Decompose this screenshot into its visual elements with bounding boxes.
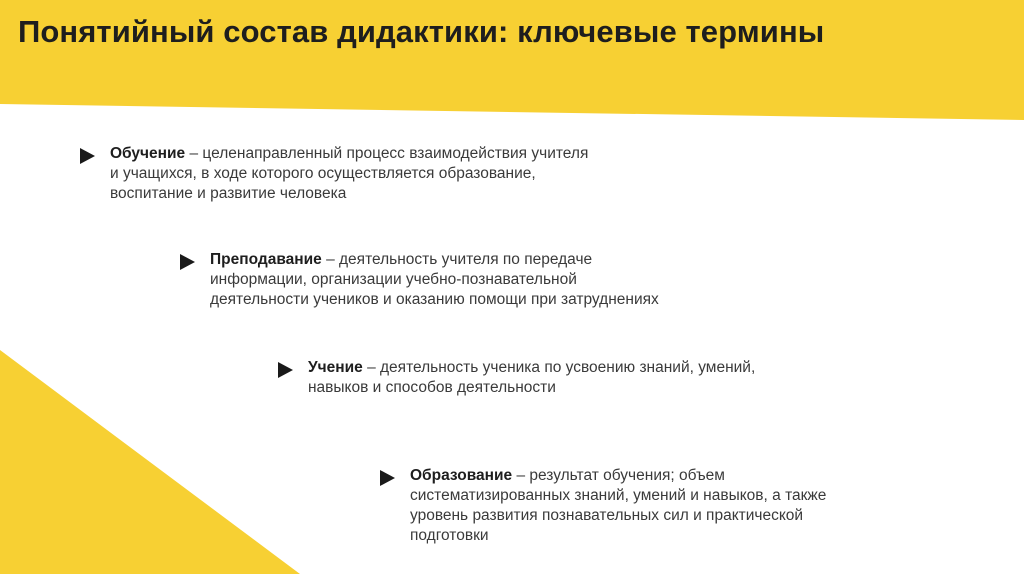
play-triangle-icon — [78, 147, 96, 165]
term-definition: – целенаправленный процесс взаимодействия учителя и учащихся, в ходе которого осуществляется образование, воспитание и развитие человека — [110, 145, 589, 202]
term-definition: – деятельность учителя по передаче информации, организации учебно-познавательной деятельности учеников и оказанию помощи при затруднениях — [210, 251, 659, 308]
term-name: Преподавание — [210, 251, 322, 268]
term-name: Учение — [308, 359, 363, 376]
play-triangle-icon — [378, 469, 396, 487]
play-triangle-icon — [178, 253, 196, 271]
term-prepodavanie — [178, 250, 698, 310]
term-obrazovanie — [378, 466, 898, 546]
term-uchenie — [276, 358, 836, 398]
term-text — [308, 358, 808, 398]
term-text — [410, 466, 880, 546]
slide-title: Понятийный состав дидактики: ключевые термины — [18, 14, 825, 49]
term-obuchenie — [78, 144, 598, 204]
term-text — [110, 144, 590, 204]
term-definition: – деятельность ученика по усвоению знаний, умений, навыков и способов деятельности — [308, 359, 756, 396]
play-triangle-icon — [276, 361, 294, 379]
term-definition: – результат обучения; объем систематизированных знаний, умений и навыков, а также уровень развития познавательных сил и практической подготовки — [410, 467, 827, 544]
term-text — [210, 250, 680, 310]
term-name: Обучение — [110, 145, 186, 162]
term-name: Образование — [410, 467, 513, 484]
bottom-left-yellow-triangle — [0, 350, 300, 574]
